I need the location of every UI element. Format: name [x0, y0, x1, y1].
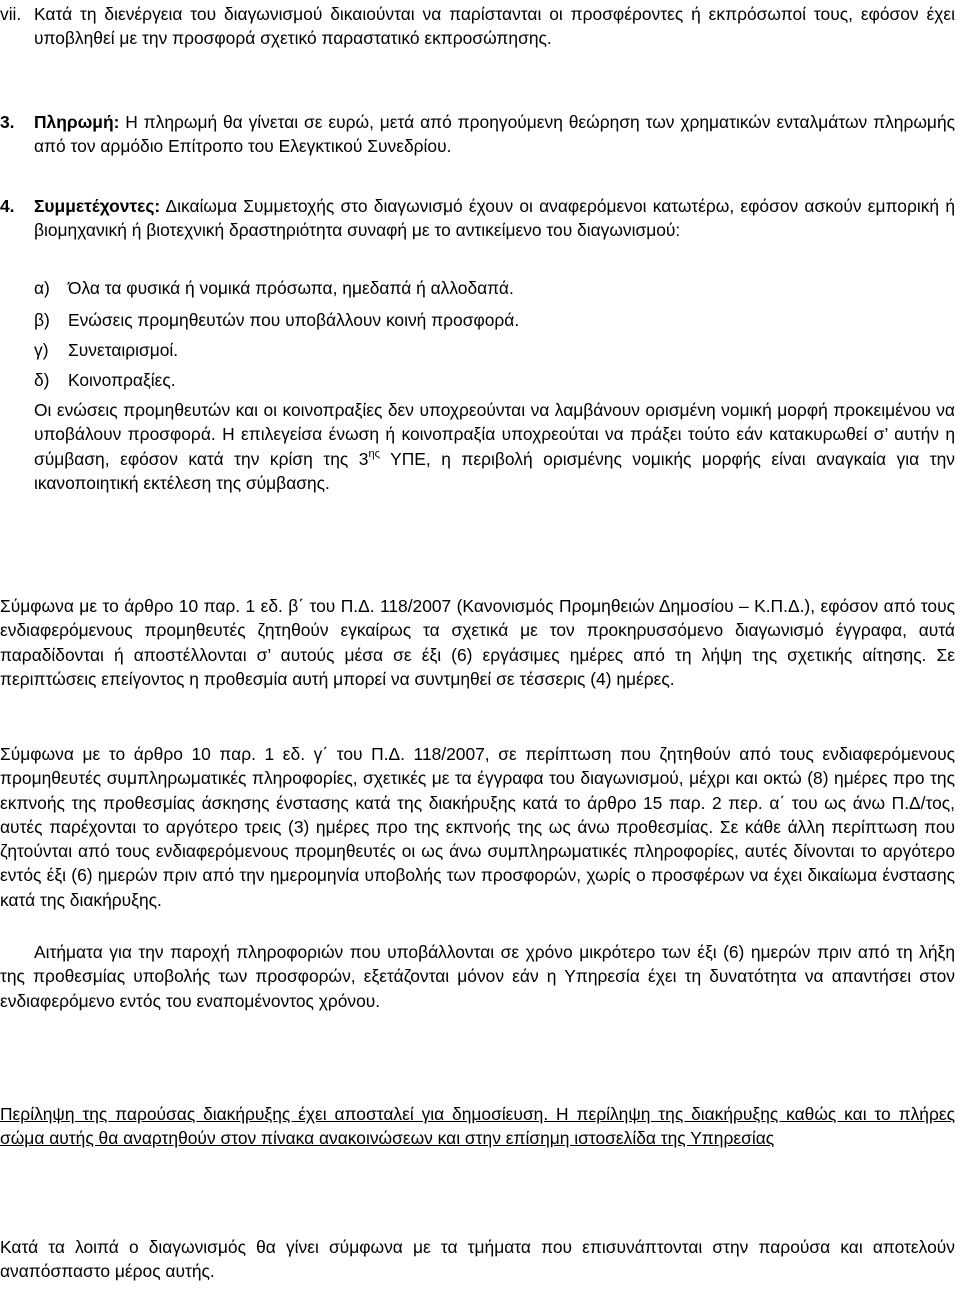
- section-heading: Συμμετέχοντες:: [34, 196, 161, 216]
- sub-item-text: Ενώσεις προμηθευτών που υποβάλλουν κοινή προσφορά.: [68, 310, 520, 330]
- list-item-text: Κατά τη διενέργεια του διαγωνισμού δικαιούνται να παρίστανται οι προσφέροντες ή εκπρόσωποί τους, εφόσον έχει υποβληθεί με την προσφορά σχετικό παραστατικό εκπροσώπησης.: [34, 4, 955, 49]
- sub-item: [34, 276, 514, 300]
- sub-item-label: γ): [34, 340, 49, 360]
- sub-item-label: α): [34, 278, 50, 298]
- list-marker: 4.: [0, 196, 15, 216]
- sub-item: [34, 338, 178, 362]
- superscript: ης: [368, 447, 380, 460]
- paragraph-text: Οι ενώσεις προμηθευτών και οι κοινοπραξίες δεν υποχρεούνται να λαμβάνουν ορισμένη νομική μορφή προκειμένου να υποβάλουν προσφορά. Η επιλεγείσα ένωση ή κοινοπραξία υποχρεούται να πράξει τούτο εάν κατακυρωθεί σ’ αυτήν η σύμβαση, εφόσον κατά την κρίση της 3: [34, 400, 955, 469]
- joint-venture-paragraph: [34, 398, 955, 495]
- sub-item: [34, 308, 519, 332]
- paragraph-closing: Κατά τα λοιπά ο διαγωνισμός θα γίνει σύμφωνα με τα τμήματα που επισυνάπτονται στην παρούσα και αποτελούν αναπόσπαστο μέρος αυτής.: [0, 1237, 955, 1282]
- sub-item-label: δ): [34, 370, 50, 390]
- section-text: Η πληρωμή θα γίνεται σε ευρώ, μετά από προηγούμενη θεώρηση των χρηματικών ενταλμάτων πληρωμής από τον αρμόδιο Επίτροπο του Ελεγκτικού Συνεδρίου.: [34, 112, 955, 157]
- sub-item: [34, 368, 176, 392]
- section-text: Δικαίωμα Συμμετοχής στο διαγωνισμό έχουν οι αναφερόμενοι κατωτέρω, εφόσον ασκούν εμπορική ή βιομηχανική ή βιοτεχνική δραστηριότητα συναφή με το αντικείμενο του διαγωνισμού:: [34, 196, 955, 241]
- list-item-3: [0, 110, 955, 159]
- paragraph-supplementary-info: Σύμφωνα με το άρθρο 10 παρ. 1 εδ. γ΄ του Π.Δ. 118/2007, σε περίπτωση που ζητηθούν από τους ενδιαφερόμενους προμηθευτές συμπληρωματικές πληροφορίες, σχετικές με τα έγγραφα του διαγωνισμού, μέχρι και οκτώ (8) ημέρες προ της εκπνοής της προθεσμίας άσκησης ένστασης κατά της διακήρυξης κατά το άρθρο 15 παρ. 2 περ. α΄ του ως άνω Π.Δ/τος, αυτές παρέχονται το αργότερο τρεις (3) ημέρες προ της εκπνοής της ως άνω προθεσμίας. Σε κάθε άλλη περίπτωση που ζητούνται από τους ενδιαφερόμενους προμηθευτές οι ως άνω συμπληρωματικές πληροφορίες, αυτές δίνονται το αργότερο εντός έξι (6) ημερών πριν από την ημερομηνία υποβολής των προσφορών, χωρίς ο προσφέρων να έχει δικαίωμα ένστασης κατά της διακήρυξης.: [0, 744, 955, 910]
- paragraph-documents-request: Σύμφωνα με το άρθρο 10 παρ. 1 εδ. β΄ του Π.Δ. 118/2007 (Κανονισμός Προμηθειών Δημοσίου – Κ.Π.Δ.), εφόσον από τους ενδιαφερόμενους προμηθευτές ζητηθούν εγκαίρως τα σχετικά με τον προκηρυσσόμενο διαγωνισμό έγγραφα, αυτά παραδίδονται ή αποστέλλονται σ’ αυτούς μέσα σε έξι (6) εργάσιμες ημέρες από τη λήψη της σχετικής αίτησης. Σε περιπτώσεις επείγοντος η προθεσμία αυτή μπορεί να συντμηθεί σε τέσσερις (4) ημέρες.: [0, 596, 955, 689]
- paragraph-text: ΥΠΕ, η περιβολή ορισμένης νομικής μορφής είναι αναγκαία για την ικανοποιητική εκτέλεση της σύμβασης.: [34, 448, 955, 493]
- list-item-4: [0, 194, 955, 243]
- paragraph-info-requests: Αιτήματα για την παροχή πληροφοριών που υποβάλλονται σε χρόνο μικρότερο των έξι (6) ημερών πριν από τη λήξη της προθεσμίας υποβολής των προσφορών, εξετάζονται μόνον εάν η Υπηρεσία έχει τη δυνατότητα να απαντήσει στον ενδιαφερόμενο εντός του εναπομένοντος χρόνου.: [0, 942, 955, 1011]
- sub-item-text: Κοινοπραξίες.: [68, 370, 176, 390]
- list-item-vii: [0, 2, 955, 51]
- sub-item-label: β): [34, 310, 50, 330]
- list-marker: vii.: [0, 4, 22, 24]
- list-item-text: [34, 194, 955, 243]
- list-item-text: [34, 110, 955, 159]
- sub-item-text: Συνεταιρισμοί.: [68, 340, 179, 360]
- paragraph-publication-notice: Περίληψη της παρούσας διακήρυξης έχει αποσταλεί για δημοσίευση. Η περίληψη της διακήρυξης καθώς και το πλήρες σώμα αυτής θα αναρτηθούν στον πίνακα ανακοινώσεων και στην επίσημη ιστοσελίδα της Υπηρεσίας: [0, 1104, 955, 1149]
- section-heading: Πληρωμή:: [34, 112, 120, 132]
- list-marker: 3.: [0, 112, 15, 132]
- sub-item-text: Όλα τα φυσικά ή νομικά πρόσωπα, ημεδαπά ή αλλοδαπά.: [68, 278, 514, 298]
